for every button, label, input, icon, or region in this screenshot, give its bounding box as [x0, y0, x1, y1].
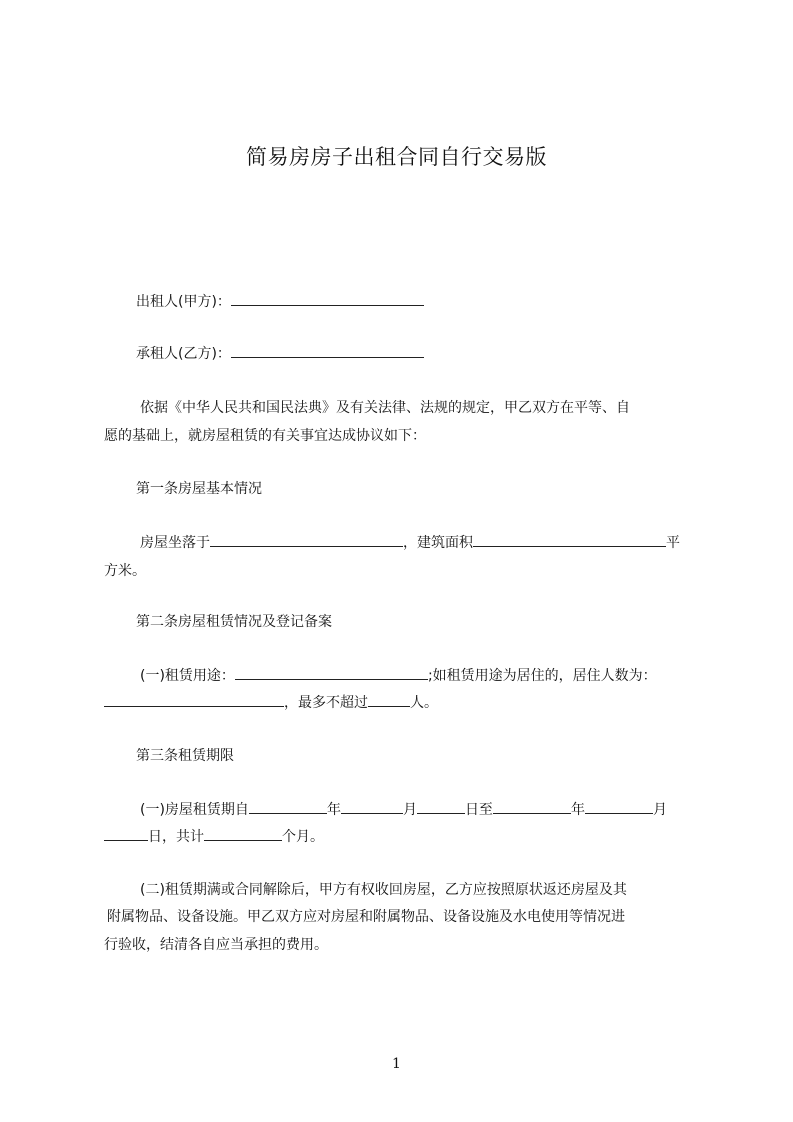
- page-number: 1: [392, 1056, 401, 1072]
- start-month-label: 月: [402, 802, 417, 818]
- months-blank[interactable]: [204, 826, 282, 841]
- lessee-label: 承租人(乙方)：: [136, 346, 231, 362]
- start-year-label: 年: [326, 802, 341, 818]
- article2-heading: 第二条房屋租赁情况及登记备案: [136, 614, 332, 630]
- article3-duration-line: [104, 826, 324, 847]
- start-month-blank[interactable]: [341, 799, 403, 814]
- end-day-blank[interactable]: [104, 826, 148, 841]
- persons-label: 人。: [410, 695, 438, 711]
- article1-heading: 第一条房屋基本情况: [136, 481, 262, 497]
- area-unit-start: 平: [666, 535, 680, 551]
- lessee-blank[interactable]: [231, 343, 424, 358]
- max-occupants-label: ，最多不超过: [284, 695, 368, 711]
- end-month-label: 月: [652, 802, 667, 818]
- max-occupants-blank[interactable]: [368, 692, 410, 707]
- day-to-label: 日至: [464, 802, 493, 818]
- article3-return-line-3: 行验收，结清各自应当承担的费用。: [104, 937, 328, 953]
- article1-location-line: [140, 532, 680, 553]
- lessor-label: 出租人(甲方)：: [136, 294, 231, 310]
- lessee-line: [136, 343, 424, 364]
- area-unit-end: 方米。: [104, 563, 146, 579]
- start-year-blank[interactable]: [249, 799, 327, 814]
- occupants-blank[interactable]: [104, 692, 284, 707]
- months-label: 个月。: [282, 829, 324, 845]
- purpose-label: (一)租赁用途：: [140, 668, 235, 684]
- article3-term-line: [140, 799, 667, 820]
- term-start-label: (一)房屋租赁期自: [140, 802, 249, 818]
- start-day-blank[interactable]: [417, 799, 465, 814]
- end-year-blank[interactable]: [493, 799, 571, 814]
- article3-return-line-1: (二)租赁期满或合同解除后，甲方有权收回房屋，乙方应按照原状返还房屋及其: [140, 882, 627, 898]
- location-blank[interactable]: [210, 532, 403, 547]
- article2-purpose-line: [140, 665, 657, 686]
- end-month-blank[interactable]: [585, 799, 653, 814]
- lessor-line: [136, 291, 424, 312]
- lessor-blank[interactable]: [231, 291, 424, 306]
- purpose-blank[interactable]: [235, 665, 428, 680]
- area-blank[interactable]: [473, 532, 666, 547]
- preamble-line-2: 愿的基础上，就房屋租赁的有关事宜达成协议如下：: [104, 428, 426, 444]
- duration-label: 日，共计: [148, 829, 204, 845]
- location-label: 房屋坐落于: [140, 535, 210, 551]
- preamble-line-1: 依据《中华人民共和国民法典》及有关法律、法规的规定，甲乙双方在平等、自: [140, 400, 630, 416]
- end-year-label: 年: [570, 802, 585, 818]
- document-title: 简易房房子出租合同自行交易版: [246, 145, 547, 169]
- article3-return-line-2: 附属物品、设备设施。甲乙双方应对房屋和附属物品、设备设施及水电使用等情况进: [107, 909, 625, 925]
- article2-occupants-line: [104, 692, 438, 713]
- occupants-label: ;如租赁用途为居住的，居住人数为：: [427, 668, 657, 684]
- article3-heading: 第三条租赁期限: [136, 748, 234, 764]
- area-label: ，建筑面积: [403, 535, 473, 551]
